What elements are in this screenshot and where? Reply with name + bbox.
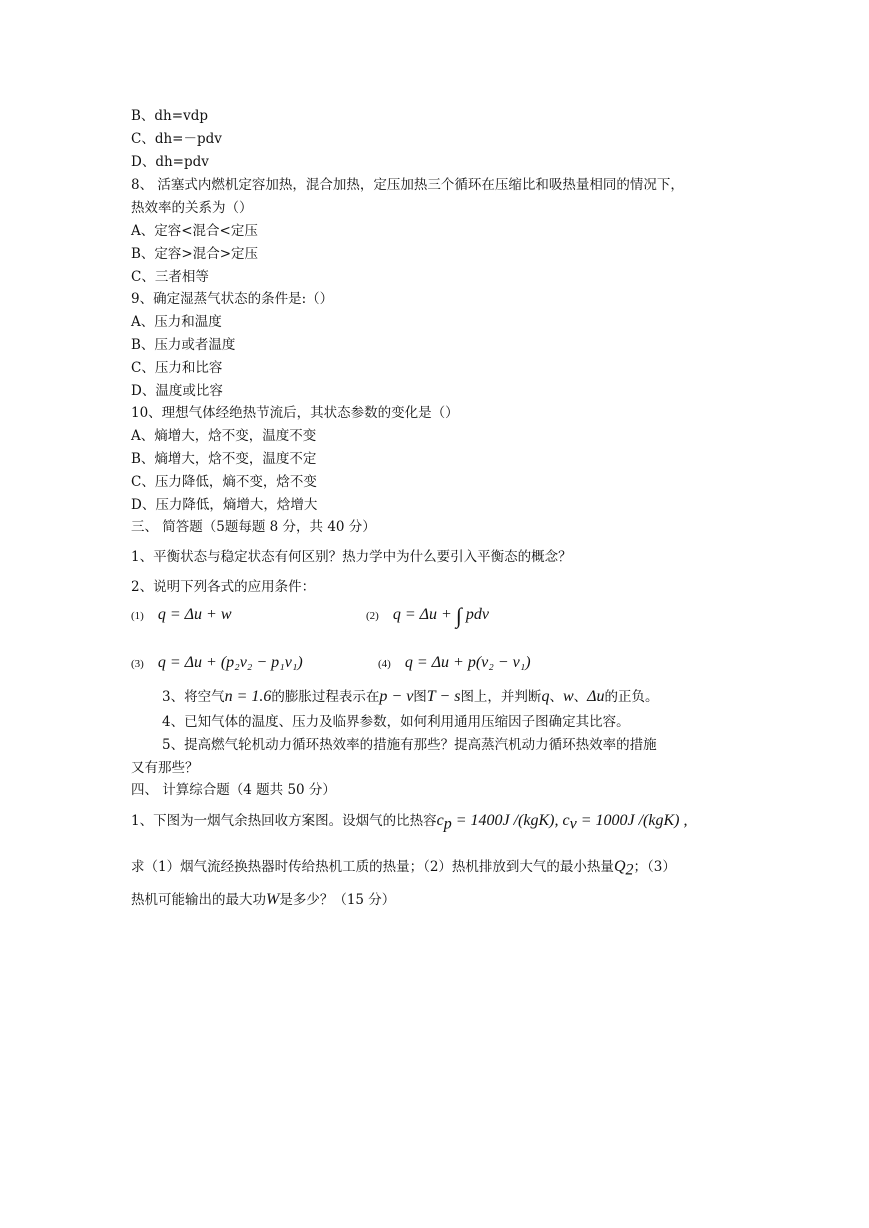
formula-3-number: (3) — [131, 658, 144, 670]
q3-pv: p − v — [379, 688, 414, 705]
integral-symbol: ∫ — [455, 603, 462, 628]
formula-4-expression: q = Δu + p(v₂ − v₁) — [404, 654, 531, 671]
q2-subscript: 2 — [625, 861, 634, 879]
q3-n-value: n = 1.6 — [224, 688, 272, 705]
question-10-option-b: B、熵增大，焓不变，温度不定 — [131, 451, 317, 467]
s4q1-text-e: 是多少？（15 分） — [279, 892, 396, 908]
q3-ts: T − s — [426, 688, 461, 705]
section-4-heading: 四、 计算综合题（4 题共 50 分） — [131, 782, 336, 798]
section-3-question-5: 5、提高燃气轮机动力循环热效率的措施有那些？提高蒸汽机动力循环热效率的措施 — [162, 737, 657, 753]
cp-symbol: c — [436, 812, 444, 829]
question-8-option-a: A、定容<混合<定压 — [131, 223, 258, 239]
section-3-heading: 三、 简答题（5题每题 8 分，共 40 分） — [131, 519, 376, 535]
formula-2 — [366, 603, 489, 628]
q3-q: q — [541, 688, 550, 705]
q3-sep-1: 、 — [549, 689, 563, 705]
formula-3-expression: q = Δu + (p₂v₂ − p₁v₁) — [157, 654, 303, 671]
formula-2-expression: q = Δu + — [392, 606, 456, 623]
cp-subscript: p — [443, 815, 452, 833]
question-9-option-a: A、压力和温度 — [131, 314, 222, 330]
formula-1 — [131, 606, 231, 625]
s4q1-text-b: 求（1）烟气流经换热器时传给热机工质的热量；（2）热机排放到大气的最小热量 — [131, 859, 614, 875]
option-c-dh: C、dh=－pdv — [131, 131, 222, 147]
formula-2-integrand: pdv — [465, 606, 489, 623]
q3-du: Δu — [587, 688, 605, 705]
s4q1-text-a: 1、下图为一烟气余热回收方案图。设烟气的比热容 — [131, 813, 437, 829]
option-d-dh: D、dh=pdv — [131, 154, 209, 170]
cv-symbol: c — [562, 812, 570, 829]
section-3-question-3 — [162, 688, 659, 706]
question-9-option-c: C、压力和比容 — [131, 360, 223, 376]
formula-4 — [378, 654, 531, 673]
question-8-cont: 热效率的关系为（） — [131, 200, 253, 216]
w-symbol: W — [266, 891, 280, 908]
section-3-question-4: 4、已知气体的温度、压力及临界参数，如何利用通用压缩因子图确定其比容。 — [162, 714, 630, 730]
q3-w: w — [562, 688, 574, 705]
section-4-question-1-line-3 — [131, 891, 395, 909]
question-9-option-b: B、压力或者温度 — [131, 337, 236, 353]
q3-text-a: 3、将空气 — [162, 689, 225, 705]
formula-1-expression: q = Δu + w — [157, 606, 232, 623]
q3-text-g: 的正负。 — [604, 689, 659, 705]
question-9: 9、确定湿蒸气状态的条件是:（） — [131, 291, 334, 307]
section-3-question-1: 1、平衡状态与稳定状态有何区别？热力学中为什么要引入平衡态的概念？ — [131, 549, 572, 565]
question-8: 8、 活塞式内燃机定容加热，混合加热，定压加热三个循环在压缩比和吸热量相同的情况下， — [131, 177, 684, 193]
question-10-option-d: D、压力降低，熵增大，焓增大 — [131, 497, 318, 513]
q3-text-b: 的膨胀过程表示在 — [271, 689, 380, 705]
cv-value: = 1000J /(kgK) , — [576, 812, 688, 829]
s4q1-text-d: 热机可能输出的最大功 — [131, 892, 266, 908]
section-3-question-5-cont: 又有那些？ — [131, 760, 199, 776]
section-4-question-1 — [131, 812, 687, 834]
option-b-dh: B、dh=vdp — [131, 108, 208, 124]
question-8-option-b: B、定容>混合>定压 — [131, 246, 259, 262]
question-10-option-a: A、熵增大，焓不变，温度不变 — [131, 428, 317, 444]
formula-1-number: (1) — [131, 610, 144, 622]
cv-subscript: v — [569, 815, 577, 833]
question-10-option-c: C、压力降低，熵不变，焓不变 — [131, 474, 317, 490]
question-10: 10、理想气体经绝热节流后，其状态参数的变化是（） — [131, 405, 459, 421]
q3-sep-2: 、 — [573, 689, 588, 705]
formula-4-number: (4) — [378, 658, 391, 670]
question-8-option-c: C、三者相等 — [131, 269, 209, 285]
s4q1-text-c: ；（3） — [633, 859, 676, 875]
formula-3 — [131, 654, 303, 673]
question-9-option-d: D、温度或比容 — [131, 383, 223, 399]
section-4-question-1-line-2 — [131, 858, 676, 880]
q3-text-c: 图 — [413, 689, 427, 705]
q3-text-d: 图上，并判断 — [460, 689, 542, 705]
q2-symbol: Q — [613, 858, 626, 875]
formula-2-number: (2) — [366, 610, 379, 622]
section-3-question-2: 2、说明下列各式的应用条件： — [131, 579, 316, 595]
cp-value: = 1400J /(kgK), — [451, 812, 563, 829]
